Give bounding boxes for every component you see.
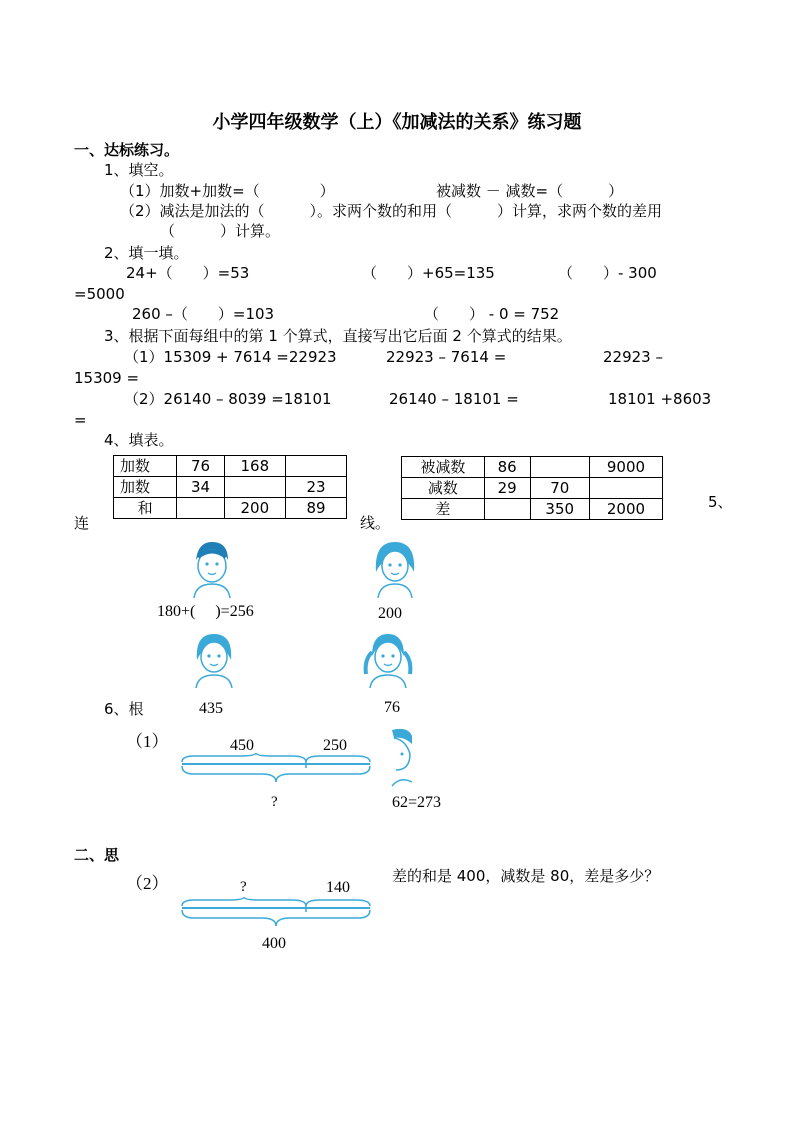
segment-diagram-1	[180, 752, 372, 788]
table-cell: 加数	[114, 456, 177, 477]
q6-p1-right: 250	[323, 737, 347, 754]
table-cell	[530, 457, 589, 478]
q5-value-76: 76	[384, 699, 400, 716]
table-row	[114, 477, 347, 498]
table-cell: 29	[484, 478, 530, 499]
q5-number: 5、	[708, 493, 733, 511]
q6-p2-right: 140	[326, 879, 350, 896]
q6-heading: 6、根	[104, 700, 144, 718]
table-cell: 34	[177, 477, 224, 498]
table-cell: 86	[484, 457, 530, 478]
q3-r2b: 26140 – 18101 =	[389, 390, 519, 408]
addition-table	[113, 455, 347, 519]
table-cell: 9000	[589, 457, 662, 478]
table-cell: 168	[224, 456, 285, 477]
table-cell: 70	[530, 478, 589, 499]
table-cell: 23	[286, 477, 347, 498]
q2-heading: 2、填一填。	[104, 244, 189, 262]
table-cell	[177, 498, 224, 519]
table-cell: 加数	[114, 477, 177, 498]
table-cell: 200	[224, 498, 285, 519]
q2-a: 24+（ ）=53	[126, 264, 250, 282]
q5-xian: 线。	[360, 514, 391, 532]
segment-diagram-2	[180, 896, 372, 932]
table-cell	[286, 456, 347, 477]
boy-face-icon	[190, 540, 234, 598]
table-cell	[224, 477, 285, 498]
q1-line1b: 被减数 － 减数=（ ）	[436, 182, 624, 200]
table-row	[114, 498, 347, 519]
table-cell	[484, 499, 530, 520]
q1-heading: 1、填空。	[104, 161, 174, 179]
q6-p1-label: （1）	[126, 732, 169, 751]
q5-lian: 连	[74, 514, 90, 532]
section-1-heading: 一、达标练习。	[74, 141, 180, 159]
q6-p2-left: ?	[240, 879, 247, 895]
q2-c: （ ）- 300	[558, 264, 657, 282]
q5-equation-1: 180+( )=256	[157, 603, 254, 620]
person-partial-icon	[390, 726, 414, 786]
q1-line3: （ ）计算。	[160, 222, 281, 240]
girl-face-icon	[192, 630, 236, 688]
q3-r1b: 22923 – 7614 =	[386, 348, 507, 366]
table-cell: 350	[530, 499, 589, 520]
q3-r2-wrap: =	[74, 411, 87, 429]
section-2-problem: 差的和是 400，减数是 80，差是多少？	[392, 867, 660, 885]
q3-r1a: （1）15309 + 7614 =22923	[124, 348, 337, 366]
q1-line2: （2）减法是加法的（ ）。求两个数的和用（ ）计算，求两个数的差用	[120, 202, 663, 220]
section-2-heading: 二、思	[74, 846, 120, 864]
q1-line1a: （1）加数+加数=（ ）	[120, 182, 335, 200]
q4-heading: 4、填表。	[104, 431, 174, 449]
q5-equation-2: 62=273	[392, 794, 442, 811]
q3-heading: 3、根据下面每组中的第 1 个算式，直接写出它后面 2 个算式的结果。	[104, 327, 572, 345]
q6-p1-bottom: ?	[271, 794, 278, 810]
table-row	[402, 499, 663, 520]
q6-p1-left: 450	[230, 737, 254, 754]
q2-c-wrap: =5000	[74, 285, 125, 303]
table-cell: 76	[177, 456, 224, 477]
table-row	[402, 457, 663, 478]
girl-face-icon	[372, 538, 418, 598]
table-cell: 被减数	[402, 457, 485, 478]
table-cell: 和	[114, 498, 177, 519]
q6-p2-bottom: 400	[262, 935, 286, 952]
q3-r1-wrap: 15309 =	[74, 369, 140, 387]
table-row	[114, 456, 347, 477]
page-title: 小学四年级数学（上）《加减法的关系》练习题	[212, 112, 582, 133]
q6-p2-label: （2）	[126, 874, 169, 893]
q5-value-200: 200	[378, 605, 402, 622]
q3-r2c: 18101 +8603	[608, 390, 712, 408]
q3-r2a: （2）26140 – 8039 =18101	[124, 390, 332, 408]
q2-e: （ ） - 0 = 752	[424, 305, 560, 323]
table-cell: 2000	[589, 499, 662, 520]
table-cell	[589, 478, 662, 499]
table-cell: 减数	[402, 478, 485, 499]
q2-b: （ ）+65=135	[362, 264, 495, 282]
table-cell: 差	[402, 499, 485, 520]
girl-pigtails-icon	[362, 630, 414, 688]
table-cell: 89	[286, 498, 347, 519]
q3-r1c: 22923 –	[603, 348, 663, 366]
q5-value-435: 435	[199, 700, 223, 717]
table-row	[402, 478, 663, 499]
subtraction-table	[401, 456, 663, 520]
q2-d: 260 –（ ）=103	[132, 305, 275, 323]
